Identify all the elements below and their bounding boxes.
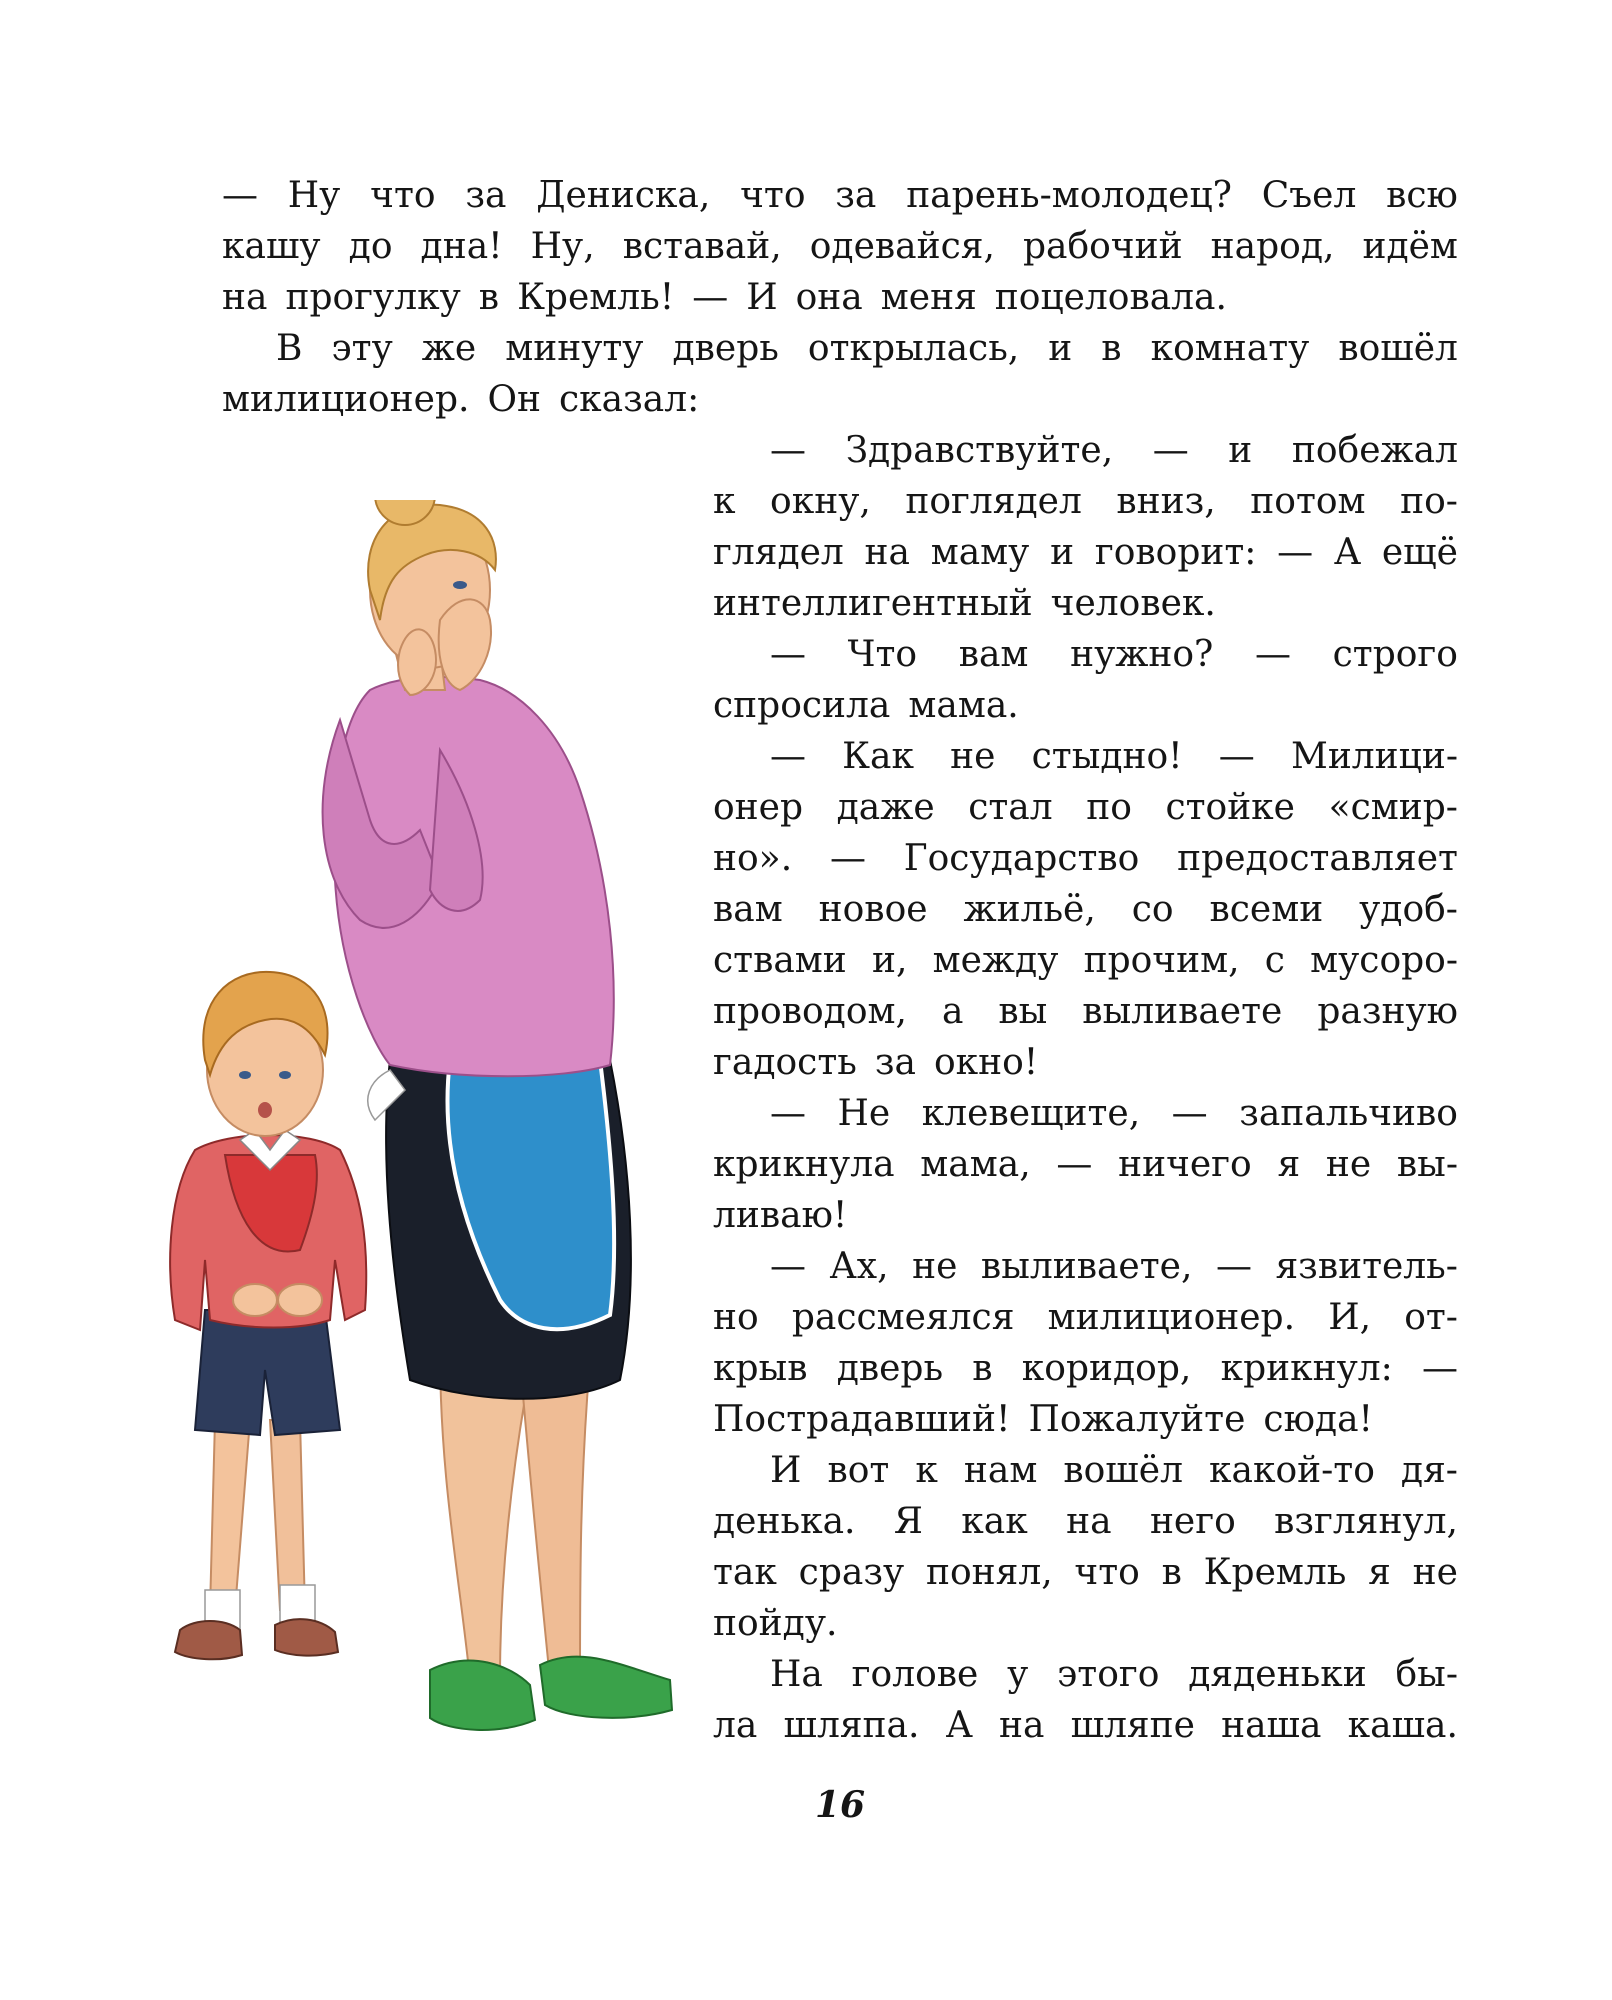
word: — xyxy=(692,277,729,318)
word: И, xyxy=(1328,1297,1372,1338)
word: гадость xyxy=(713,1042,857,1083)
word: взглянул, xyxy=(1274,1501,1458,1542)
word: но xyxy=(713,1297,759,1338)
word: в xyxy=(972,1348,993,1389)
text-line xyxy=(770,1445,1458,1497)
word: ла xyxy=(713,1705,758,1746)
word: — xyxy=(222,175,258,216)
text-line xyxy=(713,986,1458,1038)
word: поглядел xyxy=(905,481,1082,522)
word: коридор, xyxy=(1021,1348,1192,1389)
word: мама, xyxy=(920,1144,1031,1185)
word: вы- xyxy=(1396,1144,1458,1185)
word: не xyxy=(1325,1144,1372,1185)
word: язвитель- xyxy=(1275,1246,1458,1287)
word: одевайся, xyxy=(809,226,995,267)
word: каша. xyxy=(1347,1705,1458,1746)
word: Кремль xyxy=(1203,1552,1347,1593)
word: что xyxy=(740,175,806,216)
text-line xyxy=(713,1037,1458,1089)
word: со xyxy=(1131,889,1174,930)
word: Он xyxy=(487,379,541,420)
word: вниз, xyxy=(1116,481,1216,522)
word: до xyxy=(348,226,393,267)
word: и xyxy=(1048,328,1073,369)
word: она xyxy=(795,277,863,318)
word: за xyxy=(465,175,507,216)
word: на xyxy=(1066,1501,1112,1542)
word: Как xyxy=(842,736,914,777)
word: прогулку xyxy=(285,277,461,318)
word: удоб- xyxy=(1359,889,1458,930)
word: — xyxy=(1056,1144,1093,1185)
word: и, xyxy=(872,940,908,981)
word: по xyxy=(1086,787,1132,828)
word: наша xyxy=(1221,1705,1322,1746)
word: ничего xyxy=(1118,1144,1252,1185)
illustration-mother-and-boy xyxy=(140,500,680,1780)
word: какой-то xyxy=(1208,1450,1375,1491)
word: Что xyxy=(847,634,918,675)
word: проводом, xyxy=(713,991,907,1032)
word: минуту xyxy=(505,328,644,369)
word: в xyxy=(1101,328,1122,369)
word: клевещите, xyxy=(921,1093,1141,1134)
word: эту xyxy=(331,328,393,369)
word: — xyxy=(1218,736,1255,777)
word: крыв xyxy=(713,1348,808,1389)
word: что xyxy=(1074,1552,1140,1593)
text-line xyxy=(713,1190,1458,1242)
text-line xyxy=(276,323,1458,375)
word: Съел xyxy=(1261,175,1357,216)
word: В xyxy=(276,328,303,369)
text-line xyxy=(713,1598,1458,1650)
word: — xyxy=(1171,1093,1208,1134)
word: прочим, xyxy=(1083,940,1240,981)
text-line xyxy=(713,527,1458,579)
word: и xyxy=(1050,532,1075,573)
word: сразу xyxy=(798,1552,905,1593)
word: всеми xyxy=(1209,889,1324,930)
word: маму xyxy=(930,532,1030,573)
word: И xyxy=(770,1450,802,1491)
word: парень-молодец? xyxy=(906,175,1232,216)
word: народ, xyxy=(1210,226,1335,267)
word: а xyxy=(941,991,964,1032)
word: на xyxy=(222,277,268,318)
word: предоставляет xyxy=(1177,838,1458,879)
text-line xyxy=(713,1547,1458,1599)
text-line xyxy=(713,476,1458,528)
text-line xyxy=(222,374,1458,426)
word: в xyxy=(1161,1552,1182,1593)
word: с xyxy=(1264,940,1285,981)
word: вошёл xyxy=(1063,1450,1183,1491)
word: вы xyxy=(998,991,1048,1032)
word: на xyxy=(998,1705,1045,1746)
word: к xyxy=(915,1450,938,1491)
word: поцеловала. xyxy=(994,277,1227,318)
word: окно! xyxy=(933,1042,1039,1083)
word: на xyxy=(864,532,910,573)
word: шляпе xyxy=(1070,1705,1195,1746)
word: И xyxy=(746,277,778,318)
text-line xyxy=(770,1649,1458,1701)
word: ствами xyxy=(713,940,847,981)
word: дверь xyxy=(672,328,779,369)
word: «смир- xyxy=(1328,787,1458,828)
word: открылась, xyxy=(807,328,1020,369)
word: стал xyxy=(968,787,1053,828)
text-line xyxy=(770,731,1458,783)
word: сказал: xyxy=(558,379,700,420)
word: — xyxy=(1152,430,1189,471)
word: за xyxy=(835,175,877,216)
word: я xyxy=(1368,1552,1391,1593)
word: ливаю! xyxy=(713,1195,848,1236)
word: — xyxy=(770,736,806,777)
word: жильё, xyxy=(963,889,1096,930)
word: всю xyxy=(1386,175,1458,216)
text-line xyxy=(713,782,1458,834)
text-line xyxy=(222,272,1458,324)
word: — xyxy=(770,1246,806,1287)
word: А xyxy=(945,1705,973,1746)
word: от- xyxy=(1404,1297,1458,1338)
text-line xyxy=(713,680,1458,732)
word: Дениска, xyxy=(536,175,711,216)
word: так xyxy=(713,1552,777,1593)
text-line xyxy=(770,1241,1458,1293)
word: же xyxy=(421,328,477,369)
word: Ах, xyxy=(829,1246,889,1287)
word: денька. xyxy=(713,1501,856,1542)
word: не xyxy=(950,736,996,777)
word: нужно? xyxy=(1070,634,1214,675)
word: понял, xyxy=(925,1552,1053,1593)
text-line xyxy=(222,170,1458,222)
word: — xyxy=(770,430,806,471)
word: — xyxy=(1215,1246,1252,1287)
word: по- xyxy=(1400,481,1458,522)
word: и xyxy=(1228,430,1253,471)
word: дверь xyxy=(836,1348,944,1389)
mother-figure xyxy=(323,500,672,1730)
word: дя- xyxy=(1400,1450,1458,1491)
word: меня xyxy=(880,277,977,318)
word: мама. xyxy=(908,685,1019,726)
word: вошёл xyxy=(1338,328,1458,369)
word: между xyxy=(932,940,1059,981)
word: милиционер. xyxy=(222,379,470,420)
word: Пострадавший! xyxy=(713,1399,1011,1440)
word: — xyxy=(1254,634,1291,675)
word: глядел xyxy=(713,532,844,573)
word: онер xyxy=(713,787,804,828)
word: бы- xyxy=(1395,1654,1458,1695)
word: я xyxy=(1277,1144,1301,1185)
word: что xyxy=(370,175,436,216)
word: у xyxy=(1007,1654,1029,1695)
text-line xyxy=(713,1496,1458,1548)
word: кашу xyxy=(222,226,321,267)
word: даже xyxy=(836,787,935,828)
word: дяденьки xyxy=(1188,1654,1367,1695)
word: к xyxy=(713,481,736,522)
word: рассмеялся xyxy=(791,1297,1015,1338)
word: в xyxy=(478,277,500,318)
text-line xyxy=(713,935,1458,987)
word: стойке xyxy=(1165,787,1295,828)
word: не xyxy=(912,1246,958,1287)
word: голове xyxy=(851,1654,979,1695)
word: крикнула xyxy=(713,1144,895,1185)
text-line xyxy=(770,425,1458,477)
word: шляпа. xyxy=(783,1705,920,1746)
word: — xyxy=(1277,532,1314,573)
word: идём xyxy=(1362,226,1458,267)
word: говорит: xyxy=(1094,532,1257,573)
word: выливаете xyxy=(1082,991,1283,1032)
word: — xyxy=(770,634,806,675)
word: Ну, xyxy=(530,226,595,267)
text-line xyxy=(222,221,1458,273)
word: рабочий xyxy=(1022,226,1183,267)
text-line xyxy=(713,1394,1458,1446)
word: Пожалуйте xyxy=(1028,1399,1246,1440)
word: за xyxy=(874,1042,916,1083)
word: На xyxy=(770,1654,823,1695)
word: Государство xyxy=(903,838,1140,879)
text-line xyxy=(770,629,1458,681)
word: вам xyxy=(958,634,1029,675)
word: него xyxy=(1149,1501,1236,1542)
word: выливаете, xyxy=(980,1246,1193,1287)
word: стыдно! xyxy=(1031,736,1183,777)
word: Кремль! xyxy=(517,277,675,318)
word: побежал xyxy=(1291,430,1458,471)
word: этого xyxy=(1057,1654,1160,1695)
text-line xyxy=(713,1139,1458,1191)
page-number: 16 xyxy=(814,1784,866,1826)
word: комнату xyxy=(1150,328,1310,369)
word: сюда! xyxy=(1263,1399,1374,1440)
word: нам xyxy=(963,1450,1038,1491)
text-line xyxy=(713,1292,1458,1344)
word: запальчиво xyxy=(1239,1093,1458,1134)
word: строго xyxy=(1332,634,1458,675)
word: спросила xyxy=(713,685,891,726)
word: вставай, xyxy=(622,226,782,267)
text-line xyxy=(713,1700,1458,1752)
word: Не xyxy=(837,1093,891,1134)
word: потом xyxy=(1250,481,1366,522)
boy-figure xyxy=(170,972,366,1659)
word: вот xyxy=(827,1450,890,1491)
text-line xyxy=(713,578,1458,630)
word: милиционер. xyxy=(1047,1297,1296,1338)
word: А xyxy=(1333,532,1362,573)
word: Милици- xyxy=(1290,736,1458,777)
text-line xyxy=(770,1088,1458,1140)
word: ещё xyxy=(1381,532,1458,573)
word: вам xyxy=(713,889,783,930)
word: Здравствуйте, xyxy=(845,430,1114,471)
word: крикнул: xyxy=(1220,1348,1393,1389)
word: как xyxy=(961,1501,1028,1542)
word: — xyxy=(770,1093,806,1134)
word: мусоро- xyxy=(1310,940,1458,981)
text-line xyxy=(713,1343,1458,1395)
word: не xyxy=(1412,1552,1458,1593)
word: Ну xyxy=(287,175,341,216)
text-line xyxy=(713,884,1458,936)
word: пойду. xyxy=(713,1603,838,1644)
word: интеллигентный xyxy=(713,583,1033,624)
word: — xyxy=(1422,1348,1458,1389)
text-line xyxy=(713,833,1458,885)
word: но». xyxy=(713,838,793,879)
word: разную xyxy=(1317,991,1458,1032)
word: новое xyxy=(818,889,928,930)
word: Я xyxy=(893,1501,923,1542)
word: окну, xyxy=(770,481,871,522)
word: человек. xyxy=(1050,583,1216,624)
word: дна! xyxy=(420,226,503,267)
word: — xyxy=(829,838,866,879)
